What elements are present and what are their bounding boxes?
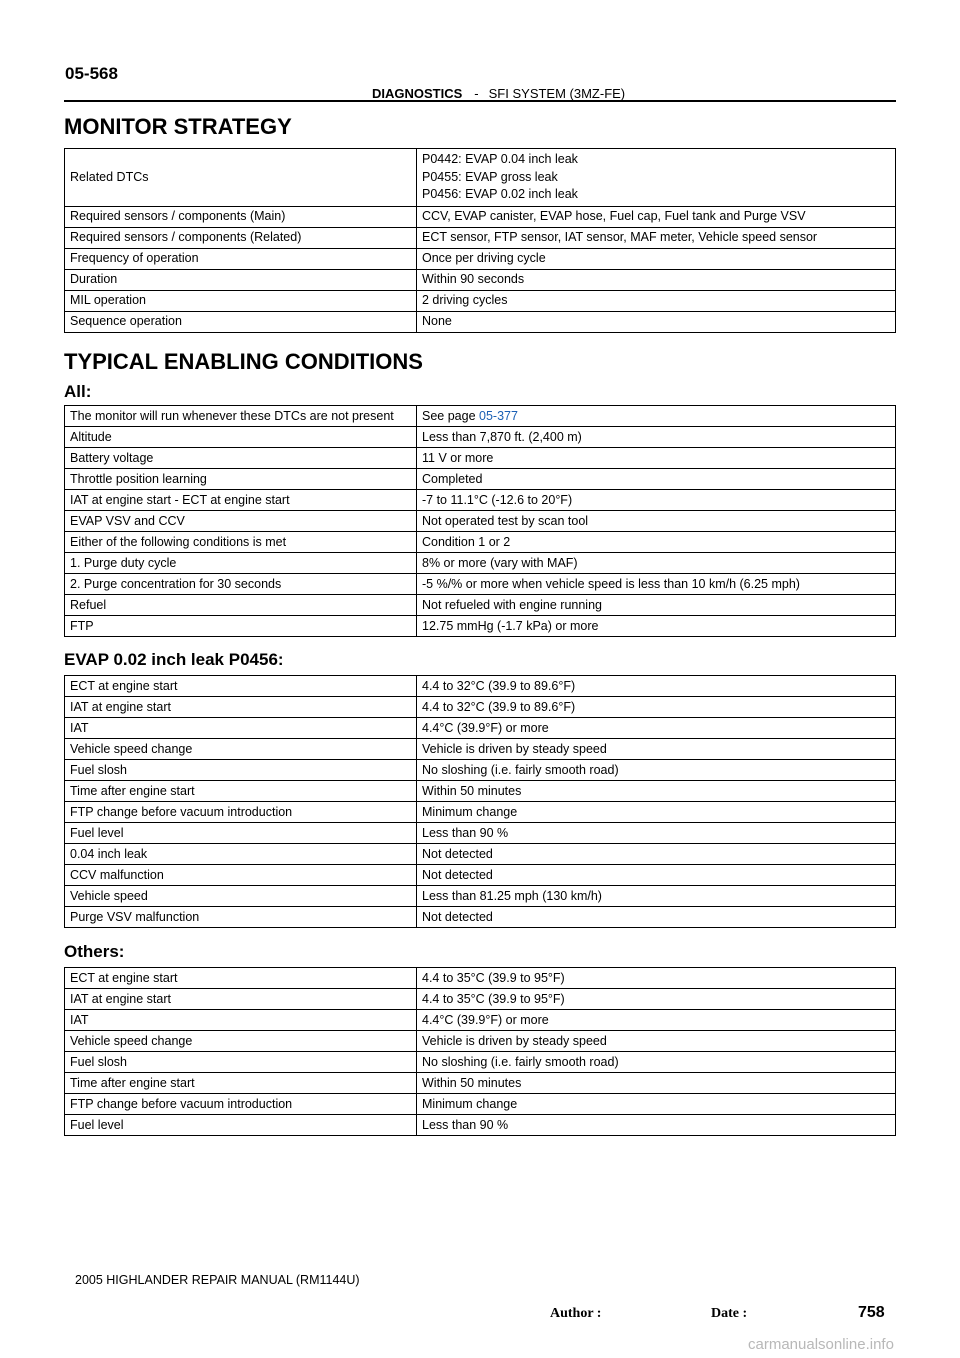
table-row xyxy=(65,697,896,718)
table-cell-value: Completed xyxy=(417,469,896,490)
table-cell-label: Vehicle speed change xyxy=(65,739,417,760)
all-heading: All: xyxy=(64,382,92,401)
table-cell-label: IAT at engine start xyxy=(65,989,417,1010)
author-label: Author : xyxy=(550,1306,602,1321)
table-cell-label: 1. Purge duty cycle xyxy=(65,553,417,574)
table-row xyxy=(65,406,896,427)
table-cell-value: Vehicle is driven by steady speed xyxy=(417,739,896,760)
table-row xyxy=(65,149,896,207)
p0456-conditions-table xyxy=(64,675,896,928)
enabling-conditions-title: TYPICAL ENABLING CONDITIONS xyxy=(64,349,423,374)
table-cell-label: Sequence operation xyxy=(65,311,417,332)
table-cell-value: Not detected xyxy=(417,865,896,886)
table-cell-label: FTP xyxy=(65,616,417,637)
table-cell-label: IAT at engine start - ECT at engine start xyxy=(65,490,417,511)
table-row xyxy=(65,1010,896,1031)
table-cell-label: Vehicle speed xyxy=(65,886,417,907)
dtc-line: P0442: EVAP 0.04 inch leak xyxy=(422,152,578,166)
p0456-heading: EVAP 0.02 inch leak P0456: xyxy=(64,650,284,669)
table-row xyxy=(65,311,896,332)
table-cell-label: IAT at engine start xyxy=(65,697,417,718)
table-row xyxy=(65,865,896,886)
table-cell-label: FTP change before vacuum introduction xyxy=(65,802,417,823)
table-row xyxy=(65,595,896,616)
table-cell-label: Frequency of operation xyxy=(65,248,417,269)
table-cell-value: Less than 90 % xyxy=(417,1115,896,1136)
table-row xyxy=(65,511,896,532)
dtc-line: P0456: EVAP 0.02 inch leak xyxy=(422,187,578,201)
table-row xyxy=(65,532,896,553)
table-cell-label: ECT at engine start xyxy=(65,968,417,989)
table-row xyxy=(65,469,896,490)
table-cell-value: No sloshing (i.e. fairly smooth road) xyxy=(417,760,896,781)
table-row xyxy=(65,427,896,448)
header-separator: - xyxy=(474,86,479,101)
table-cell-value: 4.4 to 32°C (39.9 to 89.6°F) xyxy=(417,697,896,718)
table-row xyxy=(65,1052,896,1073)
table-cell-value: 4.4°C (39.9°F) or more xyxy=(417,718,896,739)
table-row xyxy=(65,968,896,989)
page-reference-link[interactable]: 05-377 xyxy=(479,408,518,423)
table-cell-value: Once per driving cycle xyxy=(417,248,896,269)
table-cell-value: Less than 81.25 mph (130 km/h) xyxy=(417,886,896,907)
table-cell-value: No sloshing (i.e. fairly smooth road) xyxy=(417,1052,896,1073)
table-cell-label: Vehicle speed change xyxy=(65,1031,417,1052)
header-rule xyxy=(64,100,896,102)
table-cell-value: 4.4 to 35°C (39.9 to 95°F) xyxy=(417,989,896,1010)
dtc-line: P0455: EVAP gross leak xyxy=(422,169,558,184)
table-cell-label: Fuel slosh xyxy=(65,1052,417,1073)
table-cell-value: 8% or more (vary with MAF) xyxy=(417,553,896,574)
table-row xyxy=(65,290,896,311)
others-heading: Others: xyxy=(64,942,125,961)
table-cell-label: Altitude xyxy=(65,427,417,448)
table-row xyxy=(65,269,896,290)
table-cell-value: Condition 1 or 2 xyxy=(417,532,896,553)
table-row xyxy=(65,248,896,269)
header-section: DIAGNOSTICS xyxy=(372,86,463,101)
table-cell-label: Time after engine start xyxy=(65,1073,417,1094)
table-row xyxy=(65,802,896,823)
table-cell-label: Required sensors / components (Main) xyxy=(65,206,417,227)
header-subsection: SFI SYSTEM (3MZ-FE) xyxy=(488,86,626,101)
table-cell-value: CCV, EVAP canister, EVAP hose, Fuel cap, Fuel tank and Purge VSV xyxy=(417,206,896,227)
table-cell-value: None xyxy=(417,311,896,332)
table-cell-value: 4.4 to 35°C (39.9 to 95°F) xyxy=(417,968,896,989)
table-row xyxy=(65,989,896,1010)
table-row xyxy=(65,448,896,469)
date-label: Date : xyxy=(711,1306,748,1321)
table-cell-label: Fuel level xyxy=(65,823,417,844)
table-cell-value: Minimum change xyxy=(417,1094,896,1115)
table-cell-label: Duration xyxy=(65,269,417,290)
table-cell-label: Battery voltage xyxy=(65,448,417,469)
table-cell-label: 2. Purge concentration for 30 seconds xyxy=(65,574,417,595)
table-row xyxy=(65,553,896,574)
monitor-strategy-title: MONITOR STRATEGY xyxy=(64,114,292,139)
table-cell-label: Fuel slosh xyxy=(65,760,417,781)
running-header xyxy=(372,86,625,101)
all-conditions-table xyxy=(64,405,896,637)
see-page-text: See page xyxy=(422,408,479,423)
table-row xyxy=(65,823,896,844)
table-row xyxy=(65,739,896,760)
table-cell-value: Not refueled with engine running xyxy=(417,595,896,616)
table-cell-label: CCV malfunction xyxy=(65,865,417,886)
watermark: carmanualsonline.info xyxy=(748,1336,894,1353)
table-cell-value: ECT sensor, FTP sensor, IAT sensor, MAF meter, Vehicle speed sensor xyxy=(417,227,896,248)
manual-footer: 2005 HIGHLANDER REPAIR MANUAL (RM1144U) xyxy=(75,1273,360,1287)
related-dtcs-cell xyxy=(417,149,896,207)
table-cell-label: The monitor will run whenever these DTCs are not present xyxy=(65,406,417,427)
table-row xyxy=(65,844,896,865)
table-row xyxy=(65,616,896,637)
table-row xyxy=(65,886,896,907)
table-cell-label: IAT xyxy=(65,718,417,739)
table-row xyxy=(65,1094,896,1115)
table-cell-value: Within 50 minutes xyxy=(417,1073,896,1094)
table-cell-value: Not detected xyxy=(417,907,896,928)
table-cell-value: 4.4°C (39.9°F) or more xyxy=(417,1010,896,1031)
table-cell-value: 12.75 mmHg (-1.7 kPa) or more xyxy=(417,616,896,637)
page-number-code: 05-568 xyxy=(65,64,118,83)
table-row xyxy=(65,1031,896,1052)
table-row xyxy=(65,1115,896,1136)
table-cell-label: Time after engine start xyxy=(65,781,417,802)
table-cell-value xyxy=(417,406,896,427)
table-row xyxy=(65,206,896,227)
table-cell-label: 0.04 inch leak xyxy=(65,844,417,865)
table-row xyxy=(65,676,896,697)
table-cell-label: Throttle position learning xyxy=(65,469,417,490)
table-row xyxy=(65,907,896,928)
table-cell-label: FTP change before vacuum introduction xyxy=(65,1094,417,1115)
table-row xyxy=(65,781,896,802)
table-cell-label: ECT at engine start xyxy=(65,676,417,697)
table-cell-value: Not detected xyxy=(417,844,896,865)
table-cell-value: -5 %/% or more when vehicle speed is less than 10 km/h (6.25 mph) xyxy=(417,574,896,595)
table-row xyxy=(65,490,896,511)
table-cell-label: Either of the following conditions is met xyxy=(65,532,417,553)
table-cell-value: Vehicle is driven by steady speed xyxy=(417,1031,896,1052)
table-cell-label: Required sensors / components (Related) xyxy=(65,227,417,248)
table-row xyxy=(65,718,896,739)
table-cell-value: Less than 90 % xyxy=(417,823,896,844)
table-cell-value: 11 V or more xyxy=(417,448,896,469)
table-cell-value: -7 to 11.1°C (-12.6 to 20°F) xyxy=(417,490,896,511)
others-conditions-table xyxy=(64,967,896,1136)
table-row xyxy=(65,760,896,781)
table-cell-label: Fuel level xyxy=(65,1115,417,1136)
table-cell-value: Within 90 seconds xyxy=(417,269,896,290)
table-cell-label: IAT xyxy=(65,1010,417,1031)
table-cell-value: 4.4 to 32°C (39.9 to 89.6°F) xyxy=(417,676,896,697)
table-cell-label: Related DTCs xyxy=(65,149,417,207)
table-cell-label: MIL operation xyxy=(65,290,417,311)
table-cell-value: Less than 7,870 ft. (2,400 m) xyxy=(417,427,896,448)
table-row xyxy=(65,574,896,595)
table-cell-label: Purge VSV malfunction xyxy=(65,907,417,928)
table-cell-value: Not operated test by scan tool xyxy=(417,511,896,532)
monitor-strategy-table xyxy=(64,148,896,333)
table-row xyxy=(65,1073,896,1094)
table-cell-label: Refuel xyxy=(65,595,417,616)
table-cell-label: EVAP VSV and CCV xyxy=(65,511,417,532)
table-cell-value: Within 50 minutes xyxy=(417,781,896,802)
page-number: 758 xyxy=(858,1304,885,1321)
table-cell-value: Minimum change xyxy=(417,802,896,823)
table-row xyxy=(65,227,896,248)
table-cell-value: 2 driving cycles xyxy=(417,290,896,311)
